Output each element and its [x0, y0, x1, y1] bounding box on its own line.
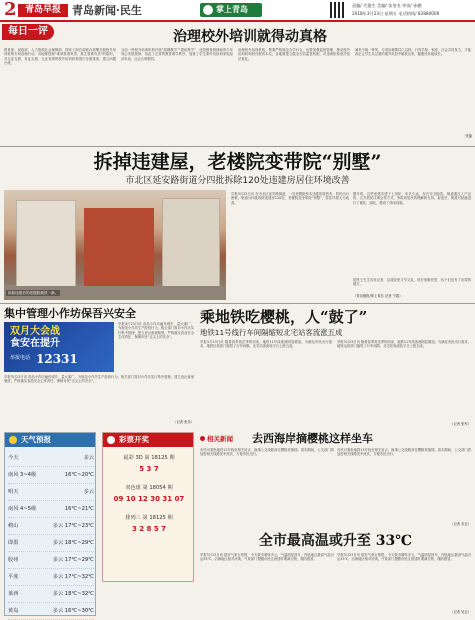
forecast-value: 16℃~20℃	[64, 472, 94, 478]
forecast-row	[8, 569, 94, 586]
forecast-row	[8, 467, 94, 484]
forecast-label: 南风 3~4级	[8, 472, 37, 478]
hainan-byline: （记者 宋正）	[450, 522, 471, 526]
ad-subtitle: 食安在提升	[10, 338, 60, 349]
forecast-row	[8, 586, 94, 603]
ad-block	[4, 322, 114, 372]
lottery-rows	[106, 453, 192, 543]
lottery-box	[102, 432, 194, 582]
page-number: 2	[4, 0, 17, 20]
metro-body-col-1: 早报3月23日讯 随着春季赏花季的到来，地铁11号线客流明显增加。为满足市民出行需求，地铁运营部门缩短了行车间隔，北宅站客流较平日上涨五成。	[200, 340, 332, 349]
lead-divider	[0, 303, 475, 304]
weather-byline: （记者 吴正）	[450, 610, 471, 614]
forecast-value: 多云 17℃~29℃	[52, 557, 94, 563]
hainan-headline: 去西海岸摘樱桃这样坐车	[252, 432, 373, 445]
forecast-label: 崂山	[8, 523, 19, 529]
lead-photo-caption: 拆除违建后的老楼院焕然一新。	[8, 291, 59, 295]
forecast-value: 多云	[83, 455, 94, 461]
lottery-draw-label: 排列三 第 18125 期	[125, 515, 173, 521]
weather-body-1: 早报3月23日讯 据市气象台预报，今天我市晴转多云，气温明显回升，内陆地区最高气温可达33℃，沿海地区相对凉爽。气象部门提醒市民注意适时增减衣物，谨防感冒。	[200, 553, 334, 562]
forecast-row	[8, 450, 94, 467]
lottery-numbers: 09 10 12 30 31 07	[113, 495, 185, 503]
lead-body-col-2: 据介绍，这些违建多建于上世纪，年代久远，存在安全隐患。街道通过入户宣传、召开居民议事会等方式，争取到居民的理解和支持。拆违后，街道对院落进行了硬化、绿化，增设了休闲设施。	[353, 192, 471, 205]
editorial-col-1: 教育部、民政部、人力资源社会保障部、国家工商总局联合部署开展校外培训机构专项治理行动。各地要按照“谁审批谁负责、谁主管谁负责”的原则，对无证无照、有证无照、无证有照的校外培训机构进行全面排查，建立问题台账。	[4, 48, 116, 65]
editorial-col-4: 减负不能一阵风，专项治理要持之以恒。只有学校、家庭、社会共同发力，才能真正让学生从过重的课外负担中解放出来，健康快乐地成长。	[355, 48, 471, 57]
food-body-wide: 早报3月23日讯 食品小作坊遍布城乡，量大面广。为规范小作坊生产经营行为，相关部门将对小作坊实行集中管理，建立登记备案制度，严格落实食品安全主体责任，保障市民“舌尖上的安全”。	[4, 375, 194, 384]
qr-icon	[330, 2, 346, 18]
lottery-title: 彩票开奖	[119, 435, 149, 444]
ad-hotline: 12331	[36, 352, 78, 366]
masthead-info-1: 责编/ 代俊生 美编/ 张奎龙 审读/ 孙鹏	[352, 3, 422, 8]
forecast-label: 南风 4~5级	[8, 506, 37, 512]
ad-hotline-label: 举报电话	[10, 355, 31, 361]
forecast-value: 多云 17℃~32℃	[52, 574, 94, 580]
forecast-row	[8, 501, 94, 518]
forecast-label: 今天	[8, 455, 19, 461]
lottery-title-bar	[103, 433, 193, 447]
forecast-value: 多云 18℃~29℃	[52, 540, 94, 546]
forecast-box	[4, 432, 96, 616]
editorial-col-2: 当前一些校外培训机构开展“超纲教学”“提前教学”，违背教育规律和青少年身心发展规律，扰乱了正常的教育教学秩序，加重了学生课外负担和家庭经济负担，社会反映强烈。	[121, 48, 233, 61]
forecast-row	[8, 603, 94, 620]
forecast-label: 胶州	[8, 557, 19, 563]
masthead	[0, 0, 475, 22]
lottery-ball-icon	[107, 436, 115, 444]
forecast-label: 平度	[8, 574, 19, 580]
forecast-label: 明天	[8, 489, 19, 495]
weather-headline: 全市最高温或升至 33℃	[258, 533, 413, 549]
app-name: 掌上青岛	[216, 5, 248, 14]
lottery-numbers: 3 2 8 5 7	[131, 525, 167, 533]
hainan-kicker	[200, 433, 248, 445]
forecast-value: 多云 17℃~23℃	[52, 523, 94, 529]
forecast-row	[8, 535, 94, 552]
paper-logo: 青岛早报	[18, 4, 68, 17]
ad-title: 双月大会战	[10, 326, 60, 337]
forecast-value: 多云 18℃~32℃	[52, 591, 94, 597]
forecast-row	[8, 484, 94, 501]
metro-body-col-2: 早报3月23日讯 随着春季赏花季的到来，地铁11号线客流明显增加。为满足市民出行需求，地铁运营部门缩短了行车间隔，北宅站客流较平日上涨五成。	[337, 340, 471, 349]
forecast-value: 多云	[83, 489, 94, 495]
food-headline: 集中管理小作坊保吾兴安全	[4, 307, 136, 320]
lead-subhead: 市北区延安路街道分四批拆除120处违建房居住环境改善	[125, 176, 350, 186]
forecast-row	[8, 518, 94, 535]
lottery-numbers: 5 3 7	[139, 465, 159, 473]
lead-byline: （青岛晚报/掌上青岛 记者 于震）	[353, 294, 403, 298]
hainan-kicker-text: 相关新闻	[207, 435, 233, 443]
app-icon	[203, 5, 213, 15]
building-right	[162, 198, 220, 288]
forecast-title-bar	[5, 433, 95, 447]
editorial-headline: 治理校外培训就得动真格	[173, 29, 327, 45]
lead-headline: 拆掉违建屋，老楼院变带院“别墅”	[93, 151, 382, 173]
lead-body-col-1: 早报3月23日讯 在市北区延安路街道，一处老楼院原本违建房屋密布，居民出行困难。街道分四批拆除违建房120处，老楼院变身带院“别墅”，居住环境大为改善。	[231, 192, 349, 205]
lottery-draw-label: 双色球 第 18054 期	[125, 485, 173, 491]
app-badge	[200, 3, 262, 17]
lead-body-col-3: 居民王先生告诉记者，以前院里又窄又乱，现在宽敞亮堂，孩子们也有了玩耍的地方。	[353, 278, 471, 287]
building-left	[16, 200, 76, 288]
editorial-col-3: 治理校外培训机构，既要严格规范办学行为，也要加强监督管理，推动校外培训机构回归教育本位。各地要建立健全长效监管机制，对违规机构坚决依法查处。	[238, 48, 350, 61]
metro-subhead: 地铁11号线行车间隔缩短北宅站客流涨五成	[200, 328, 343, 337]
forecast-value: 16℃~21℃	[64, 506, 94, 512]
hainan-body-2: 市民可乘坐地铁13号线至相关站点，换乘公交线路前往樱桃采摘园。周末期间，公交部门将加密相关线路发车班次，方便市民出行。	[337, 448, 471, 457]
masthead-info-2: 2018年3月23日 星期五 电话热线/ 82880000	[352, 11, 440, 16]
weather-body-2: 早报3月23日讯 据市气象台预报，今天我市晴转多云，气温明显回升，内陆地区最高气温可达33℃，沿海地区相对凉爽。气象部门提醒市民注意适时增减衣物，谨防感冒。	[337, 553, 471, 562]
daily-label-text: 每日一评	[8, 26, 48, 37]
daily-label	[2, 24, 54, 40]
lottery-draw-label: 福彩 3D 第 18125 期	[123, 455, 175, 461]
forecast-rows	[8, 450, 94, 620]
forecast-value: 多云 16℃~30℃	[52, 608, 94, 614]
forecast-title: 天气预报	[21, 435, 51, 444]
forecast-label: 即墨	[8, 540, 19, 546]
hainan-body-1: 市民可乘坐地铁13号线至相关站点，换乘公交线路前往樱桃采摘园。周末期间，公交部门将加密相关线路发车班次，方便市民出行。	[200, 448, 334, 457]
building-mid	[84, 208, 154, 288]
food-body: 早报3月23日讯 食品小作坊遍布城乡，量大面广。为规范小作坊生产经营行为，相关部门将对小作坊实行集中管理，建立登记备案制度，严格落实食品安全主体责任，保障市民“舌尖上的安全”。	[118, 322, 194, 339]
sun-icon	[9, 436, 17, 444]
editorial-divider	[0, 146, 475, 147]
food-byline: （记者 张乐）	[173, 420, 194, 424]
lead-photo	[4, 190, 226, 300]
metro-byline: （记者 张军）	[450, 422, 471, 426]
forecast-label: 黄岛	[8, 608, 19, 614]
forecast-label: 莱西	[8, 591, 19, 597]
editorial-byline: 张磊	[465, 134, 472, 138]
kicker-dot-icon	[200, 436, 205, 441]
metro-headline: 乘地铁吃樱桃，人“鼓了”	[200, 308, 368, 326]
forecast-row	[8, 552, 94, 569]
section-tag: 青岛新闻·民生	[72, 4, 142, 17]
